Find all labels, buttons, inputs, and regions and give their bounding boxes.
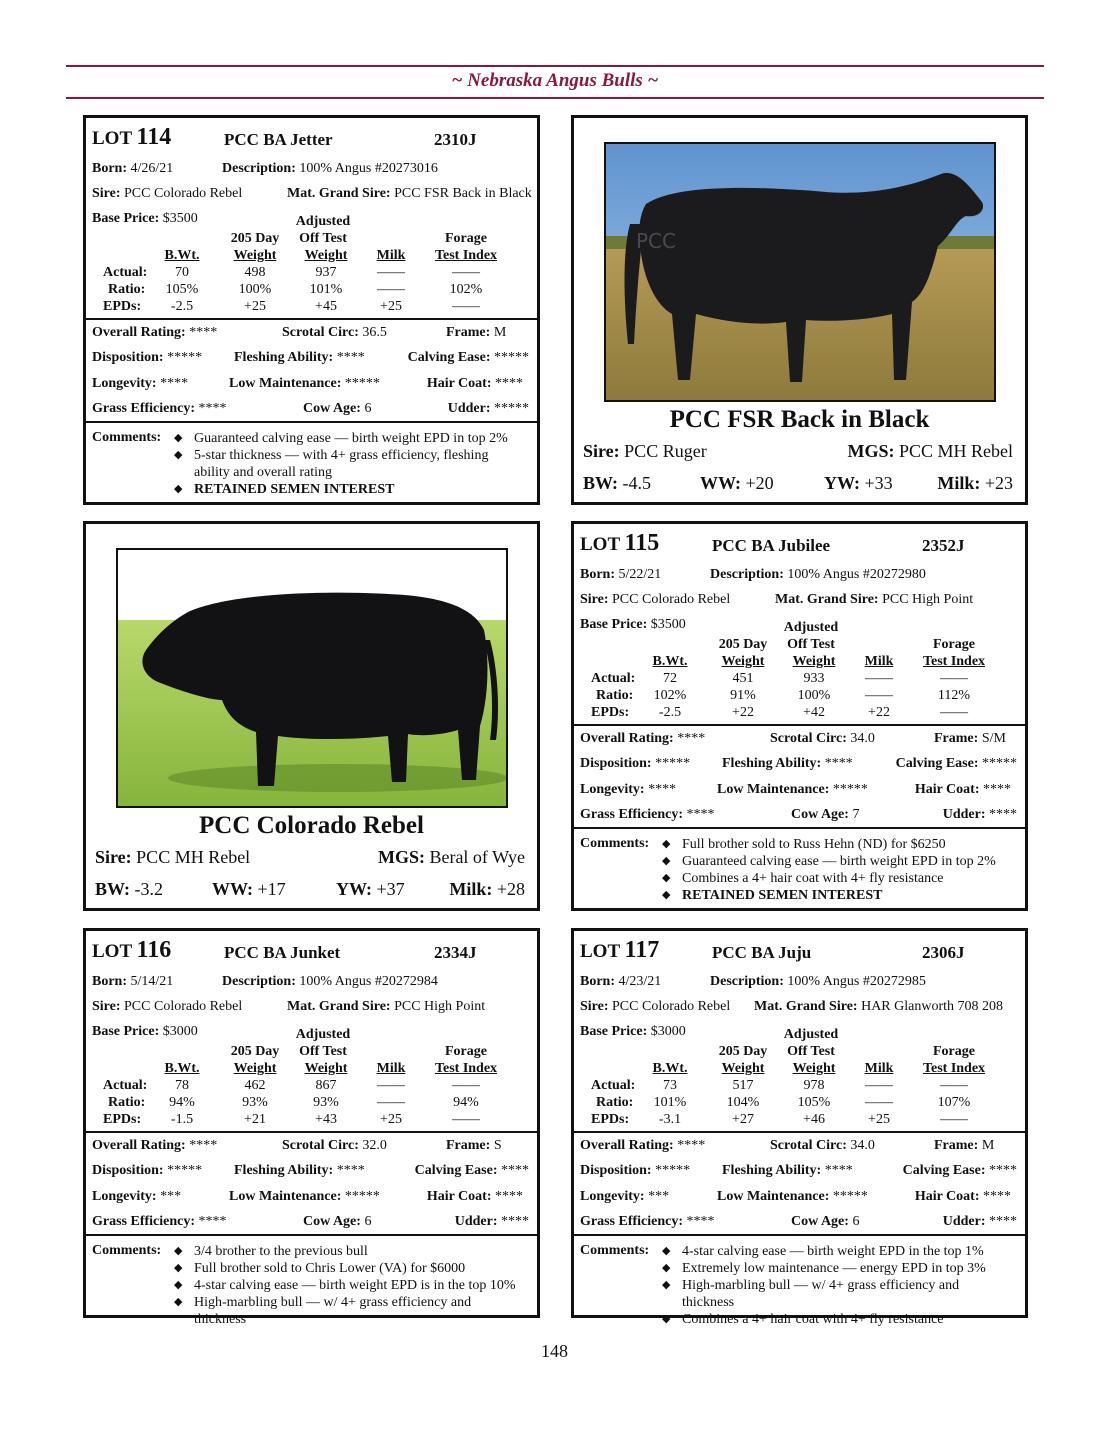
lot-tag-number: 2334J	[434, 943, 477, 962]
table-cell-ratio: 100%	[797, 688, 831, 703]
table-cell-actual: ——	[940, 671, 968, 686]
comment-text: RETAINED SEMEN INTEREST	[682, 888, 883, 903]
base-price-line: Base Price: $3000	[580, 1024, 686, 1039]
grass-efficiency: Grass Efficiency: ****	[580, 1214, 715, 1229]
table-cell-epds: -3.1	[658, 1112, 682, 1127]
cow-age: Cow Age: 6	[791, 1214, 860, 1229]
udder: Udder: ****	[942, 807, 1017, 822]
sire-epd-yw: YW: +33	[824, 473, 893, 493]
section-divider	[86, 421, 537, 423]
sire-name: PCC FSR Back in Black	[669, 406, 930, 433]
table-cell-ratio: 102%	[449, 282, 483, 297]
svg-text:PCC: PCC	[636, 229, 676, 253]
description-line: Description: 100% Angus #20272984	[222, 974, 438, 989]
col-head-adjusted: Adjusted	[295, 214, 351, 229]
table-cell-epds: +42	[803, 705, 825, 720]
table-cell-actual: 73	[663, 1078, 677, 1093]
sire-line-mgs: MGS: PCC MH Rebel	[847, 441, 1013, 461]
comments-label: Comments:	[580, 1243, 650, 1258]
diamond-bullet-icon: ◆	[662, 1262, 671, 1274]
table-cell-ratio: 91%	[730, 688, 756, 703]
overall-rating: Overall Rating: ****	[92, 1138, 218, 1153]
hair-coat: Hair Coat: ****	[914, 782, 1011, 797]
grass-efficiency: Grass Efficiency: ****	[580, 807, 715, 822]
table-cell-actual: 937	[315, 265, 337, 280]
born-line: Born: 5/14/21	[92, 974, 174, 989]
diamond-bullet-icon: ◆	[174, 483, 183, 495]
table-cell-epds: +21	[244, 1112, 266, 1127]
sire-name: PCC Colorado Rebel	[199, 812, 424, 839]
comment-item	[662, 1260, 1007, 1277]
longevity: Longevity: ****	[92, 376, 189, 391]
sire-epd-ww: WW: +20	[700, 473, 774, 493]
comment-item	[174, 430, 519, 447]
row-label-epds: EPDs:	[591, 705, 630, 720]
table-cell-epds: +22	[868, 705, 890, 720]
table-cell-actual: 462	[244, 1078, 266, 1093]
row-label-ratio: Ratio:	[596, 688, 634, 703]
col-head-bwt: B.Wt.	[652, 1061, 688, 1076]
grass-efficiency: Grass Efficiency: ****	[92, 401, 227, 416]
comment-item	[662, 1311, 1007, 1328]
comment-item	[662, 836, 1007, 853]
col-head-weight-205: Weight	[233, 1061, 277, 1076]
diamond-bullet-icon: ◆	[174, 1245, 183, 1257]
table-cell-ratio: 100%	[238, 282, 272, 297]
table-cell-ratio: 94%	[453, 1095, 479, 1110]
mgs-line: Mat. Grand Sire: PCC High Point	[775, 592, 974, 607]
comment-item	[662, 1243, 1007, 1260]
table-cell-epds: +25	[244, 299, 266, 314]
overall-rating: Overall Rating: ****	[92, 325, 218, 340]
disposition: Disposition: *****	[92, 350, 203, 365]
col-head-forage: Forage	[445, 231, 487, 246]
diamond-bullet-icon: ◆	[174, 1262, 183, 1274]
row-label-ratio: Ratio:	[596, 1095, 634, 1110]
scrotal-circ: Scrotal Circ: 32.0	[282, 1138, 387, 1153]
col-head-weight-offtest: Weight	[304, 248, 348, 263]
description-line: Description: 100% Angus #20272980	[710, 567, 926, 582]
grass-efficiency: Grass Efficiency: ****	[92, 1214, 227, 1229]
disposition: Disposition: *****	[580, 1163, 691, 1178]
row-label-ratio: Ratio:	[108, 1095, 146, 1110]
lot-tag-number: 2306J	[922, 943, 965, 962]
col-head-adjusted: Adjusted	[295, 1027, 351, 1042]
page-header-title: ~ Nebraska Angus Bulls ~	[451, 70, 659, 91]
comment-text: Extremely low maintenance — energy EPD in top 3%	[682, 1261, 986, 1276]
table-cell-epds: +45	[315, 299, 337, 314]
comment-item	[662, 870, 1007, 887]
lot-bull-name: PCC BA Juju	[712, 943, 812, 962]
calving-ease: Calving Ease: ****	[902, 1163, 1017, 1178]
table-cell-actual: ——	[452, 1078, 480, 1093]
lot-number: LOT 116	[92, 937, 172, 963]
table-cell-ratio: 93%	[313, 1095, 339, 1110]
table-cell-ratio: ——	[377, 1095, 405, 1110]
table-cell-epds: -2.5	[170, 299, 194, 314]
table-cell-actual: 867	[315, 1078, 337, 1093]
table-cell-epds: +25	[380, 1112, 402, 1127]
col-head-test-index: Test Index	[434, 248, 498, 263]
table-cell-epds: +25	[868, 1112, 890, 1127]
col-head-205day: 205 Day	[718, 1044, 768, 1059]
table-cell-ratio: 102%	[653, 688, 687, 703]
disposition: Disposition: *****	[580, 756, 691, 771]
udder: Udder: ****	[454, 1214, 529, 1229]
page-number: 148	[541, 1341, 568, 1361]
lot-header	[92, 937, 531, 967]
base-price-line: Base Price: $3500	[92, 211, 198, 226]
comment-text: 4-star calving ease — birth weight EPD in the top 1%	[682, 1244, 984, 1259]
header-bottom-rule	[66, 97, 1044, 99]
table-cell-epds: +43	[315, 1112, 337, 1127]
low-maintenance: Low Maintenance: *****	[229, 1189, 380, 1204]
col-head-adjusted: Adjusted	[783, 1027, 839, 1042]
col-head-bwt: B.Wt.	[652, 654, 688, 669]
sire-line: Sire: PCC Colorado Rebel	[580, 592, 731, 607]
row-label-actual: Actual:	[591, 1078, 636, 1093]
comment-item	[662, 853, 1007, 870]
lot-tag-number: 2352J	[922, 536, 965, 555]
low-maintenance: Low Maintenance: *****	[229, 376, 380, 391]
comment-text: Full brother sold to Russ Hehn (ND) for $6250	[682, 837, 946, 852]
col-head-205day: 205 Day	[718, 637, 768, 652]
table-cell-ratio: 101%	[309, 282, 343, 297]
table-cell-ratio: 101%	[653, 1095, 687, 1110]
col-head-adjusted: Adjusted	[783, 620, 839, 635]
diamond-bullet-icon: ◆	[662, 855, 671, 867]
comment-item	[174, 447, 519, 481]
col-head-weight-offtest: Weight	[792, 654, 836, 669]
comment-text: Guaranteed calving ease — birth weight EPD in top 2%	[682, 854, 996, 869]
sire-photo-back-in-black	[604, 142, 996, 402]
table-cell-epds: +22	[732, 705, 754, 720]
comments-label: Comments:	[92, 430, 162, 445]
lot-card-114	[83, 115, 540, 505]
description-line: Description: 100% Angus #20272985	[710, 974, 926, 989]
table-cell-actual: ——	[377, 1078, 405, 1093]
sire-epd-bw: BW: -3.2	[95, 879, 164, 899]
table-cell-ratio: 93%	[242, 1095, 268, 1110]
base-price-line: Base Price: $3000	[92, 1024, 198, 1039]
fleshing-ability: Fleshing Ability: ****	[722, 1163, 853, 1178]
born-line: Born: 4/23/21	[580, 974, 662, 989]
table-cell-epds: -1.5	[170, 1112, 194, 1127]
table-cell-epds: -2.5	[658, 705, 682, 720]
table-cell-actual: 978	[803, 1078, 825, 1093]
diamond-bullet-icon: ◆	[662, 838, 671, 850]
section-divider	[574, 827, 1025, 829]
row-label-actual: Actual:	[591, 671, 636, 686]
row-label-epds: EPDs:	[103, 299, 142, 314]
table-cell-actual: ——	[865, 1078, 893, 1093]
col-head-forage: Forage	[933, 637, 975, 652]
cow-age: Cow Age: 6	[303, 401, 372, 416]
sire-card-back-in-black	[571, 115, 1028, 505]
born-line: Born: 4/26/21	[92, 161, 174, 176]
table-cell-epds: ——	[452, 299, 480, 314]
diamond-bullet-icon: ◆	[662, 1245, 671, 1257]
col-head-forage: Forage	[445, 1044, 487, 1059]
calving-ease: Calving Ease: ****	[414, 1163, 529, 1178]
col-head-offtest: Off Test	[299, 231, 347, 246]
col-head-bwt: B.Wt.	[164, 1061, 200, 1076]
mgs-line: Mat. Grand Sire: PCC FSR Back in Black	[287, 186, 532, 201]
udder: Udder: ****	[942, 1214, 1017, 1229]
table-cell-ratio: 105%	[165, 282, 199, 297]
lot-bull-name: PCC BA Jubilee	[712, 536, 831, 555]
sire-card-colorado-rebel	[83, 521, 540, 911]
table-cell-actual: 451	[732, 671, 754, 686]
table-cell-epds: ——	[940, 1112, 968, 1127]
lot-tag-number: 2310J	[434, 130, 477, 149]
comment-item	[662, 887, 1007, 904]
lot-header	[92, 124, 531, 154]
diamond-bullet-icon: ◆	[662, 1279, 671, 1291]
scrotal-circ: Scrotal Circ: 34.0	[770, 1138, 875, 1153]
table-cell-ratio: 105%	[797, 1095, 831, 1110]
comment-text: Combines a 4+ hair coat with 4+ fly resistance	[682, 1312, 944, 1327]
comment-text: 5-star thickness — with 4+ grass efficiency, fleshing ability and overall rating	[194, 448, 489, 480]
comment-item	[174, 1277, 519, 1294]
description-line: Description: 100% Angus #20273016	[222, 161, 438, 176]
lot-number: LOT 117	[580, 937, 660, 963]
table-cell-actual: ——	[865, 671, 893, 686]
sire-epd-ww: WW: +17	[212, 879, 286, 899]
comment-item	[174, 481, 519, 498]
col-head-test-index: Test Index	[922, 654, 986, 669]
row-label-ratio: Ratio:	[108, 282, 146, 297]
col-head-offtest: Off Test	[787, 1044, 835, 1059]
table-cell-ratio: 104%	[726, 1095, 760, 1110]
table-cell-actual: ——	[940, 1078, 968, 1093]
table-cell-actual: 498	[244, 265, 266, 280]
bull-photo-illustration	[606, 144, 994, 400]
table-cell-epds: +46	[803, 1112, 825, 1127]
lot-card-117	[571, 928, 1028, 1327]
scrotal-circ: Scrotal Circ: 36.5	[282, 325, 387, 340]
header-top-rule	[66, 65, 1044, 67]
diamond-bullet-icon: ◆	[662, 889, 671, 901]
col-head-test-index: Test Index	[434, 1061, 498, 1076]
diamond-bullet-icon: ◆	[174, 449, 183, 461]
performance-table	[574, 620, 1024, 720]
lot-header	[580, 530, 1019, 560]
hair-coat: Hair Coat: ****	[426, 1189, 523, 1204]
table-cell-actual: 72	[663, 671, 677, 686]
col-head-milk: Milk	[864, 654, 894, 669]
comment-text: Combines a 4+ hair coat with 4+ fly resistance	[682, 871, 944, 886]
scrotal-circ: Scrotal Circ: 34.0	[770, 731, 875, 746]
frame-score: Frame: S	[446, 1138, 502, 1153]
section-divider	[574, 724, 1025, 726]
table-cell-epds: +25	[380, 299, 402, 314]
table-cell-ratio: 94%	[169, 1095, 195, 1110]
diamond-bullet-icon: ◆	[174, 1279, 183, 1291]
frame-score: Frame: M	[934, 1138, 995, 1153]
performance-table	[86, 1027, 536, 1127]
diamond-bullet-icon: ◆	[662, 872, 671, 884]
section-divider	[86, 318, 537, 320]
calving-ease: Calving Ease: *****	[407, 350, 529, 365]
col-head-bwt: B.Wt.	[164, 248, 200, 263]
col-head-weight-205: Weight	[721, 654, 765, 669]
sire-line-mgs: MGS: Beral of Wye	[377, 847, 525, 867]
cow-age: Cow Age: 6	[303, 1214, 372, 1229]
table-cell-ratio: 112%	[937, 688, 971, 703]
frame-score: Frame: S/M	[934, 731, 1006, 746]
table-cell-ratio: ——	[377, 282, 405, 297]
overall-rating: Overall Rating: ****	[580, 1138, 706, 1153]
table-cell-epds: +27	[732, 1112, 754, 1127]
lot-header	[580, 937, 1019, 967]
sire-epd-bw: BW: -4.5	[583, 473, 652, 493]
calving-ease: Calving Ease: *****	[895, 756, 1017, 771]
mgs-line: Mat. Grand Sire: HAR Glanworth 708 208	[754, 999, 1004, 1014]
col-head-milk: Milk	[376, 1061, 406, 1076]
col-head-weight-205: Weight	[233, 248, 277, 263]
sire-epd-yw: YW: +37	[336, 879, 405, 899]
table-cell-ratio: ——	[865, 1095, 893, 1110]
sire-epd-milk: Milk: +23	[937, 473, 1013, 493]
comment-text: 4-star calving ease — birth weight EPD is in the top 10%	[194, 1278, 516, 1293]
comments-label: Comments:	[92, 1243, 162, 1258]
col-head-milk: Milk	[864, 1061, 894, 1076]
table-cell-actual: 78	[175, 1078, 189, 1093]
hair-coat: Hair Coat: ****	[426, 376, 523, 391]
table-cell-ratio: ——	[865, 688, 893, 703]
bull-photo-illustration	[118, 550, 506, 806]
hair-coat: Hair Coat: ****	[914, 1189, 1011, 1204]
frame-score: Frame: M	[446, 325, 507, 340]
comments-list	[174, 430, 519, 498]
overall-rating: Overall Rating: ****	[580, 731, 706, 746]
comments-label: Comments:	[580, 836, 650, 851]
col-head-milk: Milk	[376, 248, 406, 263]
lot-bull-name: PCC BA Junket	[224, 943, 341, 962]
comment-text: RETAINED SEMEN INTEREST	[194, 482, 395, 497]
longevity: Longevity: ****	[580, 782, 677, 797]
row-label-actual: Actual:	[103, 265, 148, 280]
diamond-bullet-icon: ◆	[174, 1296, 183, 1308]
fleshing-ability: Fleshing Ability: ****	[234, 350, 365, 365]
table-cell-actual: ——	[452, 265, 480, 280]
col-head-offtest: Off Test	[787, 637, 835, 652]
col-head-forage: Forage	[933, 1044, 975, 1059]
section-divider	[86, 1234, 537, 1236]
base-price-line: Base Price: $3500	[580, 617, 686, 632]
comments-list	[174, 1243, 519, 1328]
col-head-test-index: Test Index	[922, 1061, 986, 1076]
sire-line: Sire: PCC Colorado Rebel	[92, 999, 243, 1014]
lot-card-115	[571, 521, 1028, 911]
section-divider	[86, 1131, 537, 1133]
low-maintenance: Low Maintenance: *****	[717, 782, 868, 797]
sire-line-sire: Sire: PCC Ruger	[583, 441, 707, 461]
table-cell-actual: ——	[377, 265, 405, 280]
table-cell-epds: ——	[940, 705, 968, 720]
lot-card-116	[83, 928, 540, 1327]
col-head-offtest: Off Test	[299, 1044, 347, 1059]
section-divider	[574, 1131, 1025, 1133]
longevity: Longevity: ***	[92, 1189, 182, 1204]
longevity: Longevity: ***	[580, 1189, 670, 1204]
born-line: Born: 5/22/21	[580, 567, 662, 582]
comment-text: Guaranteed calving ease — birth weight EPD in top 2%	[194, 431, 508, 446]
sire-epd-milk: Milk: +28	[449, 879, 525, 899]
performance-table	[86, 214, 536, 314]
sire-photo-colorado-rebel	[116, 548, 508, 808]
row-label-epds: EPDs:	[103, 1112, 142, 1127]
udder: Udder: *****	[447, 401, 529, 416]
fleshing-ability: Fleshing Ability: ****	[234, 1163, 365, 1178]
comments-list	[662, 836, 1007, 904]
row-label-actual: Actual:	[103, 1078, 148, 1093]
section-divider	[574, 1234, 1025, 1236]
row-label-epds: EPDs:	[591, 1112, 630, 1127]
col-head-weight-offtest: Weight	[792, 1061, 836, 1076]
fleshing-ability: Fleshing Ability: ****	[722, 756, 853, 771]
comment-text: High-marbling bull — w/ 4+ grass efficiency and thickness	[194, 1295, 472, 1327]
mgs-line: Mat. Grand Sire: PCC High Point	[287, 999, 486, 1014]
lot-number: LOT 114	[92, 124, 172, 150]
sire-line-sire: Sire: PCC MH Rebel	[95, 847, 251, 867]
comment-text: 3/4 brother to the previous bull	[194, 1244, 368, 1259]
table-cell-epds: ——	[452, 1112, 480, 1127]
low-maintenance: Low Maintenance: *****	[717, 1189, 868, 1204]
lot-number: LOT 115	[580, 530, 660, 556]
comment-item	[662, 1277, 1007, 1311]
sire-line: Sire: PCC Colorado Rebel	[580, 999, 731, 1014]
lot-bull-name: PCC BA Jetter	[224, 130, 333, 149]
col-head-205day: 205 Day	[230, 231, 280, 246]
sire-line: Sire: PCC Colorado Rebel	[92, 186, 243, 201]
comments-list	[662, 1243, 1007, 1328]
comment-text: High-marbling bull — w/ 4+ grass efficiency and thickness	[682, 1278, 960, 1310]
comment-item	[174, 1243, 519, 1260]
comment-item	[174, 1294, 519, 1328]
diamond-bullet-icon: ◆	[174, 432, 183, 444]
col-head-weight-offtest: Weight	[304, 1061, 348, 1076]
table-cell-actual: 517	[732, 1078, 754, 1093]
comment-text: Full brother sold to Chris Lower (VA) for $6000	[194, 1261, 466, 1276]
disposition: Disposition: *****	[92, 1163, 203, 1178]
diamond-bullet-icon: ◆	[662, 1313, 671, 1325]
comment-item	[174, 1260, 519, 1277]
table-cell-actual: 70	[175, 265, 189, 280]
table-cell-ratio: 107%	[937, 1095, 971, 1110]
col-head-205day: 205 Day	[230, 1044, 280, 1059]
performance-table	[574, 1027, 1024, 1127]
col-head-weight-205: Weight	[721, 1061, 765, 1076]
table-cell-actual: 933	[803, 671, 825, 686]
cow-age: Cow Age: 7	[791, 807, 860, 822]
